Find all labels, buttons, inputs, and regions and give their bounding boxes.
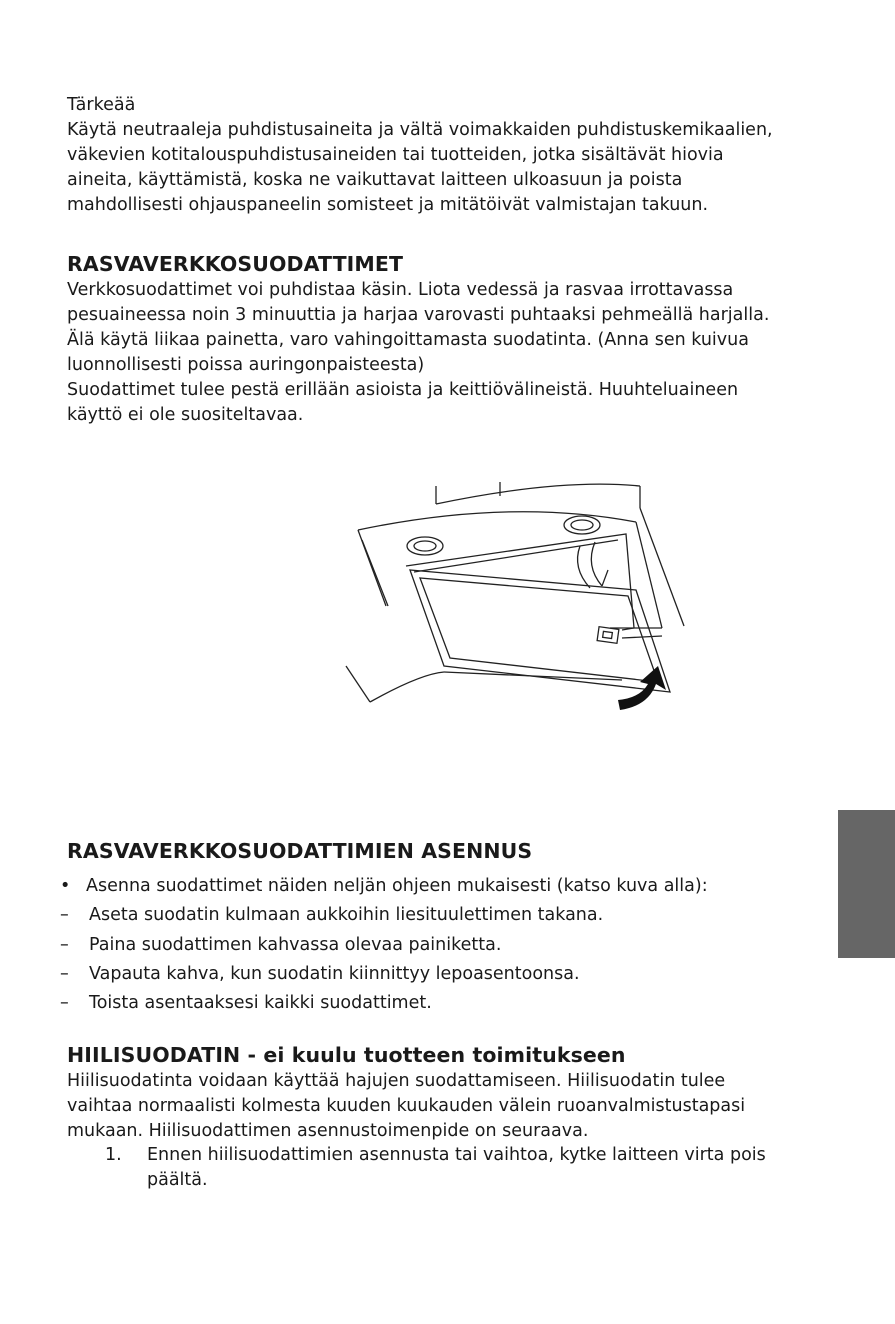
list-item — [60, 872, 708, 901]
carbon-line-2: vaihtaa normaalisti kolmesta kuuden kuukauden välein ruoanvalmistustapasi — [67, 1096, 746, 1116]
step-text-line-2: päältä. — [147, 1170, 208, 1190]
dash-marker: – — [60, 963, 69, 984]
bullet-marker: • — [60, 876, 71, 896]
important-title: Tärkeää — [67, 95, 136, 115]
list-item-text: Aseta suodatin kulmaan aukkoihin liesituulettimen takana. — [89, 905, 604, 926]
dash-marker: – — [60, 905, 69, 926]
carbon-line-1: Hiilisuodatinta voidaan käyttää hajujen suodattamiseen. Hiilisuodatin tulee — [67, 1071, 726, 1091]
list-item-text: Vapauta kahva, kun suodatin kiinnittyy lepoasentoonsa. — [89, 963, 580, 984]
dash-marker: – — [60, 993, 69, 1014]
carbon-line-3: mukaan. Hiilisuodattimen asennustoimenpide on seuraava. — [67, 1121, 589, 1141]
important-line-4: mahdollisesti ohjauspaneelin somisteet ja mitätöivät valmistajan takuun. — [67, 195, 709, 215]
grease-line-1: Verkkosuodattimet voi puhdistaa käsin. Liota vedessä ja rasvaa irrottavassa — [67, 280, 734, 300]
carbon-filter-heading: HIILISUODATIN - ei kuulu tuotteen toimitukseen — [67, 1043, 626, 1067]
list-item — [60, 989, 708, 1018]
grease-line-4: luonnollisesti poissa auringonpaisteesta) — [67, 355, 425, 375]
side-tab — [838, 810, 895, 958]
grease-line-3: Älä käytä liikaa painetta, varo vahingoittamasta suodatinta. (Anna sen kuivua — [67, 330, 749, 350]
list-item — [60, 901, 708, 930]
important-section — [67, 93, 773, 218]
filter-removal-illustration — [340, 478, 692, 730]
important-line-2: väkevien kotitalouspuhdistusaineiden tai tuotteiden, jotka sisältävät hiovia — [67, 145, 724, 165]
list-item — [60, 960, 708, 989]
grease-filters-heading: RASVAVERKKOSUODATTIMET — [67, 252, 404, 276]
step-text-line-1: Ennen hiilisuodattimien asennusta tai vaihtoa, kytke laitteen virta pois — [147, 1145, 766, 1165]
grease-filters-body — [67, 278, 769, 428]
grease-line-5: Suodattimet tulee pestä erillään asioista ja keittiövälineistä. Huuhteluaineen — [67, 380, 739, 400]
step-number: 1. — [105, 1145, 122, 1165]
important-line-1: Käytä neutraaleja puhdistusaineita ja vältä voimakkaiden puhdistuskemikaalien, — [67, 120, 773, 140]
installation-heading: RASVAVERKKOSUODATTIMIEN ASENNUS — [67, 839, 533, 863]
important-line-3: aineita, käyttämistä, koska ne vaikuttavat laitteen ulkoasuun ja poista — [67, 170, 683, 190]
dash-marker: – — [60, 934, 69, 955]
list-item — [60, 931, 708, 960]
list-item-text: Paina suodattimen kahvassa olevaa painiketta. — [89, 934, 502, 955]
grease-line-2: pesuaineessa noin 3 minuuttia ja harjaa varovasti puhtaaksi pehmeällä harjalla. — [67, 305, 770, 325]
list-item-text: Asenna suodattimet näiden neljän ohjeen mukaisesti (katso kuva alla): — [86, 876, 708, 896]
installation-list — [60, 872, 708, 1018]
carbon-filter-body — [67, 1069, 745, 1144]
list-item-text: Toista asentaaksesi kaikki suodattimet. — [89, 993, 432, 1014]
grease-line-6: käyttö ei ole suositeltavaa. — [67, 405, 304, 425]
